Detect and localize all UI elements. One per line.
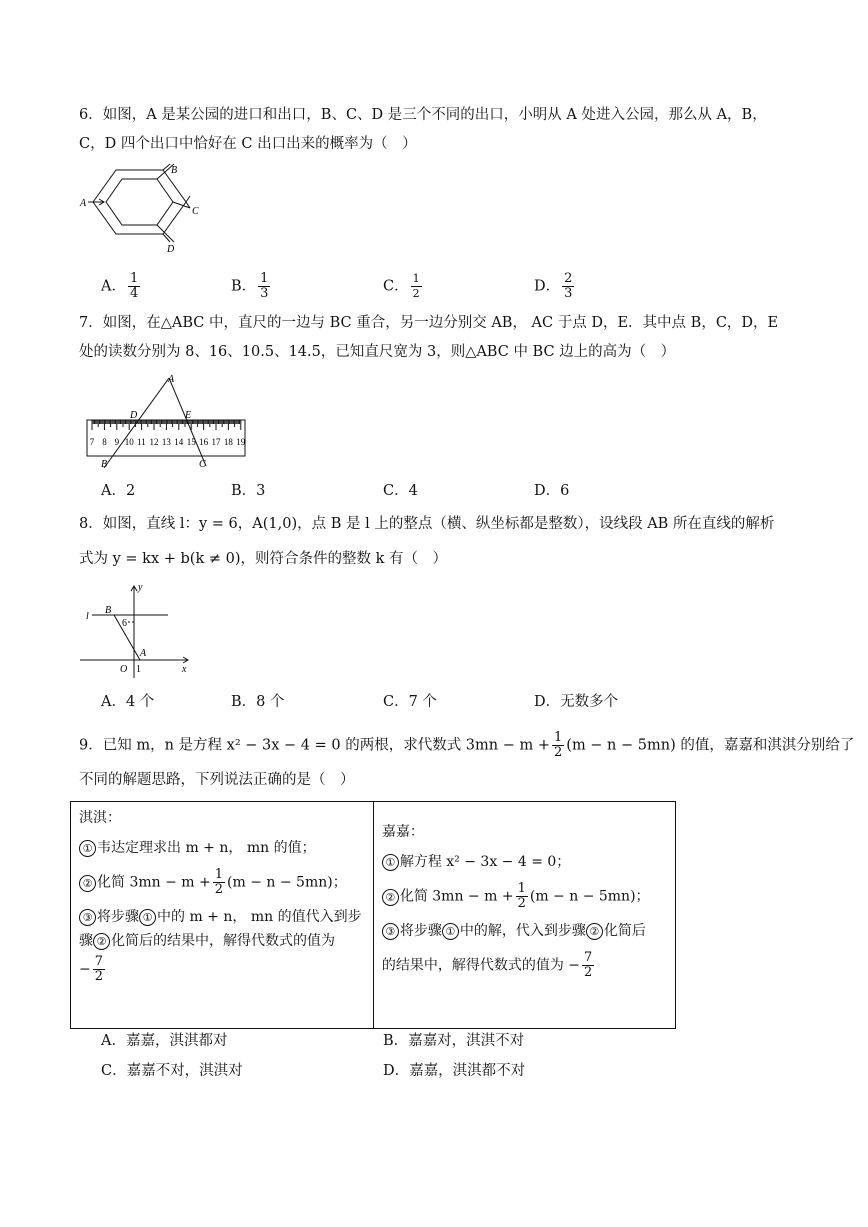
ruler-number: 15 [186,437,196,447]
q6-label-c: C [192,206,199,217]
ruler-number: 17 [211,437,221,447]
jiajia-cell [373,802,675,1029]
hexagon-outer [93,170,186,234]
q8-label-b: B [105,605,112,616]
jiajia-title: 嘉嘉： [381,824,424,840]
q6-text-line1: 6．如图，A 是某公园的进口和出口，B、C、D 是三个不同的出口，小明从 A 处进入公园，那么从 A，B， [79,107,767,123]
qiqi-step1: ① 韦达定理求出 m + n， mn 的值； [79,838,365,858]
q8-coordinate-figure [78,582,198,680]
q8-text-line2: 式为 y = kx + b(k ≠ 0)，则符合条件的整数 k 有（ ） [79,551,447,567]
q7-label-a: A [168,374,175,385]
q7-option-a: A．2 [101,483,136,499]
q6-text-line2: C，D 四个出口中恰好在 C 出口出来的概率为（ ） [79,136,417,152]
q6-option-c: C． $\frac{1}{2}$ [383,272,420,300]
ruler-number: 11 [137,437,146,447]
q7-text-line2: 处的读数分别为 8、16、10.5、14.5，已知直尺宽为 3，则△ABC 中 BC 边上的高为（ ） [79,344,676,360]
segment-ab [114,615,140,660]
ruler-number: 13 [161,437,171,447]
q8-option-c: C．7 个 [383,694,437,710]
q8-label-y: y [138,582,143,593]
jiajia-step2: ② 化简 3mn − m + $\frac{1}{2}$ (m − n − 5mn)； [382,882,667,911]
q6-label-b: B [171,165,178,176]
q7-ruler-figure [82,372,252,472]
q7-option-b: B．3 [231,483,266,499]
qiqi-step2: ② 化简 3mn − m + $\frac{1}{2}$ (m − n − 5mn)； [79,868,365,897]
q9-option-c: C．嘉嘉不对，淇淇对 [101,1063,243,1079]
ruler-number: 16 [199,437,209,447]
q7-label-b: B [101,459,108,470]
ruler-number: 19 [236,437,246,447]
q9-comparison-table [70,801,676,1029]
q8-text-line1: 8．如图，直线 l：y = 6，A(1,0)，点 B 是 l 上的整点（横、纵坐标都是整数），设线段 AB 所在直线的解析 [79,516,775,532]
q8-option-a: A．4 个 [101,694,155,710]
ruler-number: 7 [89,437,95,447]
ruler-number: 8 [102,437,107,447]
q8-label-o: O [120,664,128,675]
q6-option-a: A． $\frac{1}{4}$ [101,271,139,301]
q6-label-d: D [167,244,175,254]
q7-label-c: C [199,459,206,470]
hexagon-inner [106,179,173,225]
ruler-number: 10 [124,437,134,447]
q8-label-x: x [182,664,187,675]
q8-option-d: D．无数多个 [534,694,619,710]
qiqi-step3-cont: 骤 ② 化简后的结果中，解得代数式的值为 [79,933,335,949]
q6-hexagon-figure [78,162,208,254]
q8-label-a: A [140,648,147,659]
q9-option-b: B．嘉嘉对，淇淇不对 [383,1033,525,1049]
q6-label-a: A [80,198,87,209]
ruler-number: 9 [114,437,120,447]
qiqi-title: 淇淇： [79,810,121,826]
q9-text-line1: 9．已知 m，n 是方程 x² − 3x − 4 = 0 的两根，求代数式 3mn − m + $\frac{1}{2}$ (m − n − 5mn) 的值，嘉嘉和淇淇分别给了 [79,730,855,760]
q8-label-one: 1 [136,664,141,675]
q8-option-b: B．8 个 [231,694,285,710]
q7-label-d: D [130,410,138,421]
jiajia-answer: 的结果中，解得代数式的值为 − $\frac{7}{2}$ [381,950,593,980]
jiajia-step1: ① 解方程 x² − 3x − 4 = 0； [382,852,667,872]
qiqi-cell [71,802,374,1029]
jiajia-step3: ③ 将步骤 ① 中的解，代入到步骤 ② 化简后 [382,921,667,941]
q8-label-six: 6 [122,618,127,629]
q7-option-d: D．6 [534,483,570,499]
q6-option-b: B． $\frac{1}{3}$ [231,271,269,301]
q7-text-line1: 7．如图，在△ABC 中，直尺的一边与 BC 重合，另一边分别交 AB， AC 于点 D，E．其中点 B，C，D，E [79,315,779,331]
q7-option-c: C．4 [383,483,418,499]
q7-label-e: E [185,410,192,421]
q6-option-d: D． $\frac{2}{3}$ [534,271,573,301]
qiqi-step3: ③ 将步骤 ① 中的 m + n， mn 的值代入到步 [79,907,365,927]
q9-option-a: A．嘉嘉，淇淇都对 [101,1033,228,1049]
q9-text-line2: 不同的解题思路，下列说法正确的是（ ） [79,772,355,788]
ruler-number: 12 [149,437,159,447]
ruler-number: 14 [174,437,184,447]
qiqi-answer: − $\frac{7}{2}$ [79,954,104,984]
q8-label-l: l [86,611,89,622]
ruler-number: 18 [223,437,233,447]
q9-option-d: D．嘉嘉，淇淇都不对 [383,1063,526,1079]
